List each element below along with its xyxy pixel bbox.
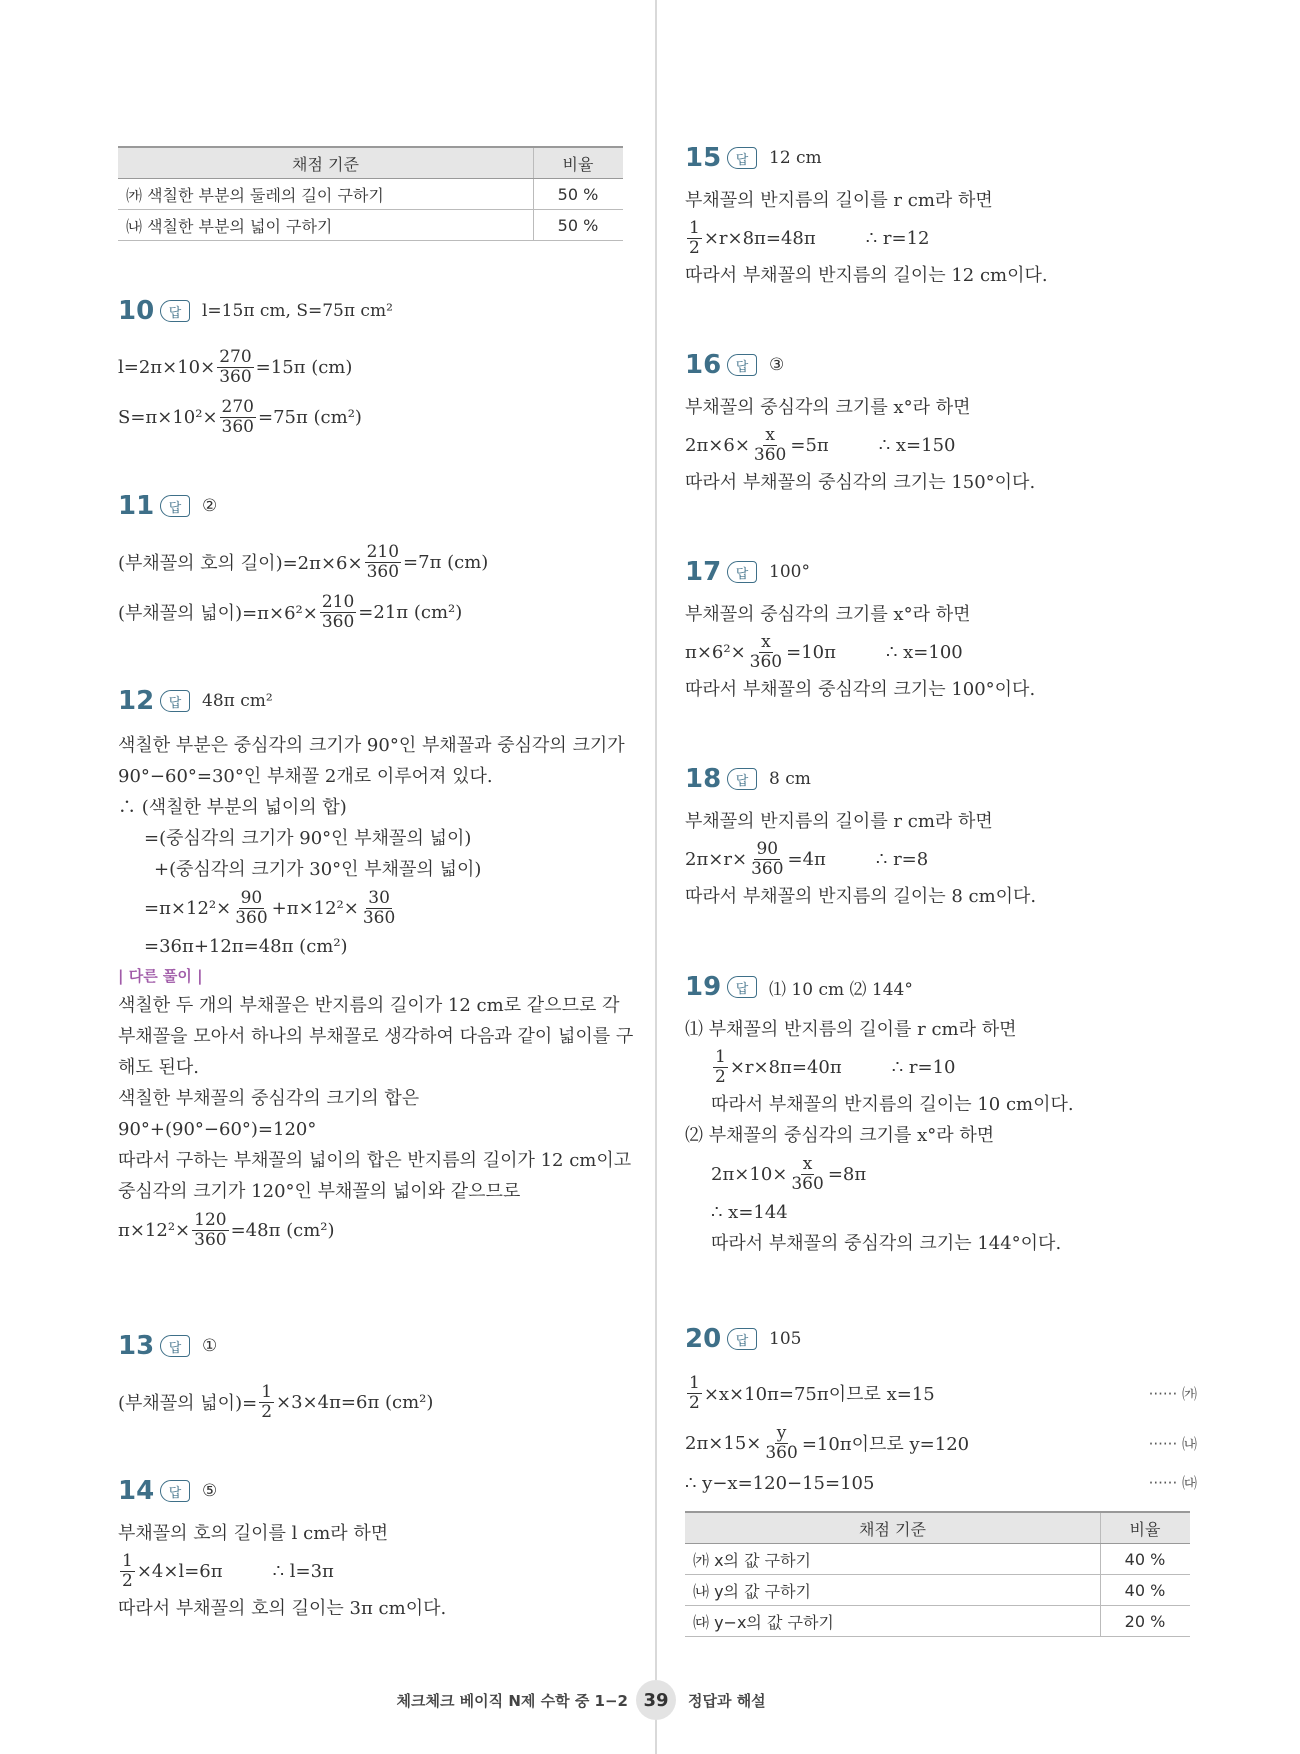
math-line: (부채꼴의 넓이)= $\frac{1}{2}$ ×3×4π=6π (cm²) [118, 1381, 434, 1422]
problem-header [685, 966, 1197, 1008]
fraction: $\frac{y}{360}$ [765, 1422, 798, 1463]
problem-header [685, 551, 1197, 593]
answer-badge: 답 [727, 561, 757, 583]
grading-table-top [118, 146, 630, 241]
answer-text: ① [202, 1336, 218, 1356]
problem-11 [118, 485, 630, 637]
answer-badge: 답 [727, 147, 757, 169]
answer-text: 100° [769, 562, 810, 582]
fraction: $\frac{210}{360}$ [366, 541, 400, 582]
fraction: $\frac{90}{360}$ [751, 838, 784, 879]
table-header: 채점 기준 [118, 147, 534, 179]
table-row: ㈏ 색칠한 부분의 넓이 구하기 50 % [118, 210, 623, 241]
answer-badge: 답 [727, 768, 757, 790]
column-divider [655, 0, 657, 1754]
math-line: 2π×15× $\frac{y}{360}$ =10π이므로 y=120 ······ ㈏ [685, 1422, 1197, 1463]
answer-badge: 답 [160, 495, 190, 517]
math-line: (부채꼴의 호의 길이)=2π×6× $\frac{210}{360}$ =7π (cm) [118, 541, 489, 582]
answer-text: l=15π cm, S=75π cm² [202, 301, 393, 321]
answer-text: ③ [769, 355, 785, 375]
math-line: 2π×10× $\frac{x}{360}$ =8π [711, 1153, 867, 1194]
answer-text: 105 [769, 1329, 802, 1349]
problem-number: 10 [118, 296, 155, 326]
answer-badge: 답 [160, 1335, 190, 1357]
math-line: (부채꼴의 넓이)=π×6²× $\frac{210}{360}$ =21π (cm²) [118, 591, 463, 632]
problem-10 [118, 290, 630, 442]
table-row: ㈎ x의 값 구하기 40 % [685, 1544, 1190, 1575]
fraction: $\frac{x}{360}$ [753, 424, 787, 465]
fraction: $\frac{90}{360}$ [235, 887, 268, 928]
answer-text: 48π cm² [202, 691, 273, 711]
problem-13 [118, 1325, 630, 1427]
math-line: 2π×6× $\frac{x}{360}$ =5π ∴ x=150 [685, 424, 956, 465]
section-title: 정답과 해설 [688, 1692, 766, 1710]
step-marker: ······ ㈏ [1148, 1434, 1197, 1453]
answer-badge: 답 [160, 300, 190, 322]
problem-18: 18 답 8 cm 부채꼴의 반지름의 길이를 r cm라 하면 2π×r× $\frac{90}{360}$ =4π ∴ r=8 따라서 부채꼴의 반지름의 길이는 8 cm이다. [685, 758, 1197, 912]
problem-header [118, 290, 630, 332]
problem-number: 15 [685, 143, 722, 173]
alternate-solution-tag: | 다른 풀이 | [118, 967, 203, 985]
problem-12: 12 답 48π cm² 색칠한 부분은 중심각의 크기가 90°인 부채꼴과 중심각의 크기가 90°−60°=30°인 부채꼴 2개로 이루어져 있다. ∴ (색칠한 부분의 넓이의 합) =(중심각의 크기가 90°인 부채꼴의 넓이) +(중심각의 크기가 30°인 부채꼴의 넓이) =π×12²× $\frac{90}{360}$ +π×12²× $\frac{30}{360}$ =36π+12π=48π (cm²) | 다른 풀이 | 색칠한 두 개의 부채꼴은 반지름의 길이가 12 cm로 같으므로 각 부채꼴을 모아서 하나의 부채꼴로 생각하여 다음과 같이 넓이를 구 해도 된다. 색칠한 부채꼴의 중심각의 크기의 합은 90°+(90°−60°)=120° 따라서 구하는 부채꼴의 넓이의 합은 반지름의 길이가 12 cm이고 중심각의 크기가 120°인 부채꼴의 넓이와 같으므로 π×12²× $\frac{120}{360}$ =48π (cm²) [118, 680, 630, 1253]
fraction: $\frac{1}{2}$ [261, 1381, 273, 1422]
step-marker: ······ ㈎ [1148, 1384, 1197, 1403]
math-line: =π×12²× $\frac{90}{360}$ +π×12²× $\frac{30}{360}$ [144, 887, 396, 928]
fraction: $\frac{1}{2}$ [715, 1046, 726, 1087]
table-header: 채점 기준 [685, 1512, 1101, 1544]
math-line: $\frac{1}{2}$ ×r×8π=48π ∴ r=12 [689, 217, 930, 258]
answer-text: 8 cm [769, 769, 811, 789]
fraction: $\frac{1}{2}$ [689, 217, 700, 258]
problem-header [118, 485, 630, 527]
answer-text: ② [202, 496, 218, 516]
math-line: π×6²× $\frac{x}{360}$ =10π ∴ x=100 [685, 631, 963, 672]
answer-badge: 답 [727, 976, 757, 998]
answer-badge: 답 [160, 690, 190, 712]
step-marker: ······ ㈐ [1148, 1474, 1197, 1492]
problem-number: 18 [685, 764, 722, 794]
grading-table [685, 1511, 1190, 1637]
problem-header [685, 137, 1197, 179]
problem-16: 16 답 ③ 부채꼴의 중심각의 크기를 x°라 하면 2π×6× $\frac{x}{360}$ =5π ∴ x=150 따라서 부채꼴의 중심각의 크기는 150°이다. [685, 344, 1197, 498]
answer-text: ⑴ 10 cm ⑵ 144° [769, 979, 913, 1000]
problem-20: 20 답 105 $\frac{1}{2}$ ×x×10π=75π이므로 x=15 ······ ㈎ 2π×15× $\frac{y}{360}$ =10π이므로 y=120 ······ ㈏ ∴ y−x=120−15=105 ······ ㈐ 채점 기준 비율 ㈎ x의 값 구하기 40 % ㈏ y의 값 구하기 40 % ㈐ y−x의 값 구하기 20 % [685, 1318, 1197, 1637]
problem-number: 14 [118, 1476, 155, 1506]
problem-number: 11 [118, 491, 155, 521]
problem-header [685, 758, 1197, 800]
answer-text: ⑤ [202, 1481, 218, 1501]
fraction: $\frac{210}{360}$ [321, 591, 355, 632]
fraction: $\frac{120}{360}$ [194, 1209, 227, 1250]
table-header: 비율 [534, 147, 624, 179]
problem-19: 19 답 ⑴ 10 cm ⑵ 144° ⑴ 부채꼴의 반지름의 길이를 r cm라 하면 $\frac{1}{2}$ ×r×8π=40π ∴ r=10 따라서 부채꼴의 반지름의 길이는 10 cm이다. ⑵ 부채꼴의 중심각의 크기를 x°라 하면 2π×10× $\frac{x}{360}$ =8π ∴ x=144 따라서 부채꼴의 중심각의 크기는 144°이다. [685, 966, 1197, 1259]
table-row: ㈎ 색칠한 부분의 둘레의 길이 구하기 50 % [118, 179, 623, 210]
fraction: $\frac{270}{360}$ [219, 346, 252, 387]
math-line: l=2π×10× $\frac{270}{360}$ =15π (cm) [118, 346, 353, 387]
problem-14: 14 답 ⑤ 부채꼴의 호의 길이를 l cm라 하면 $\frac{1}{2}$ ×4×l=6π ∴ l=3π 따라서 부채꼴의 호의 길이는 3π cm이다. [118, 1470, 630, 1624]
problem-header [118, 680, 630, 722]
problem-header [685, 344, 1197, 386]
book-title: 체크체크 베이직 N제 수학 중 1−2 [396, 1692, 628, 1710]
problem-number: 13 [118, 1331, 155, 1361]
problem-number: 20 [685, 1324, 722, 1354]
problem-header [118, 1470, 630, 1512]
fraction: $\frac{x}{360}$ [791, 1153, 824, 1194]
fraction: $\frac{1}{2}$ [689, 1372, 700, 1413]
problem-number: 16 [685, 350, 722, 380]
table-row: ㈐ y−x의 값 구하기 20 % [685, 1606, 1190, 1637]
problem-header [118, 1325, 630, 1367]
answer-text: 12 cm [769, 148, 822, 168]
problem-header [685, 1318, 1197, 1360]
problem-15: 15 답 12 cm 부채꼴의 반지름의 길이를 r cm라 하면 $\frac{1}{2}$ ×r×8π=48π ∴ r=12 따라서 부채꼴의 반지름의 길이는 12 cm이다. [685, 137, 1197, 291]
math-line: 2π×r× $\frac{90}{360}$ =4π ∴ r=8 [685, 838, 929, 879]
math-line: π×12²× $\frac{120}{360}$ =48π (cm²) [118, 1209, 335, 1250]
problem-number: 17 [685, 557, 722, 587]
page-number: 39 [636, 1680, 676, 1720]
page-footer [0, 1680, 1300, 1720]
fraction: $\frac{30}{360}$ [362, 887, 396, 928]
answer-badge: 답 [727, 354, 757, 376]
math-line: $\frac{1}{2}$ ×x×10π=75π이므로 x=15 ······ ㈎ [689, 1372, 1197, 1413]
fraction: $\frac{1}{2}$ [122, 1550, 133, 1591]
problem-number: 19 [685, 972, 722, 1002]
fraction: $\frac{x}{360}$ [749, 631, 783, 672]
fraction: $\frac{270}{360}$ [221, 396, 254, 437]
math-line: $\frac{1}{2}$ ×r×8π=40π ∴ r=10 [715, 1046, 956, 1087]
math-line: S=π×10²× $\frac{270}{360}$ =75π (cm²) [118, 396, 362, 437]
answer-badge: 답 [727, 1328, 757, 1350]
table-header: 비율 [1101, 1512, 1191, 1544]
math-line: $\frac{1}{2}$ ×4×l=6π ∴ l=3π [122, 1550, 334, 1591]
problem-17: 17 답 100° 부채꼴의 중심각의 크기를 x°라 하면 π×6²× $\frac{x}{360}$ =10π ∴ x=100 따라서 부채꼴의 중심각의 크기는 100°이다. [685, 551, 1197, 705]
table-row: ㈏ y의 값 구하기 40 % [685, 1575, 1190, 1606]
problem-number: 12 [118, 686, 155, 716]
grading-table [118, 146, 623, 241]
answer-badge: 답 [160, 1480, 190, 1502]
